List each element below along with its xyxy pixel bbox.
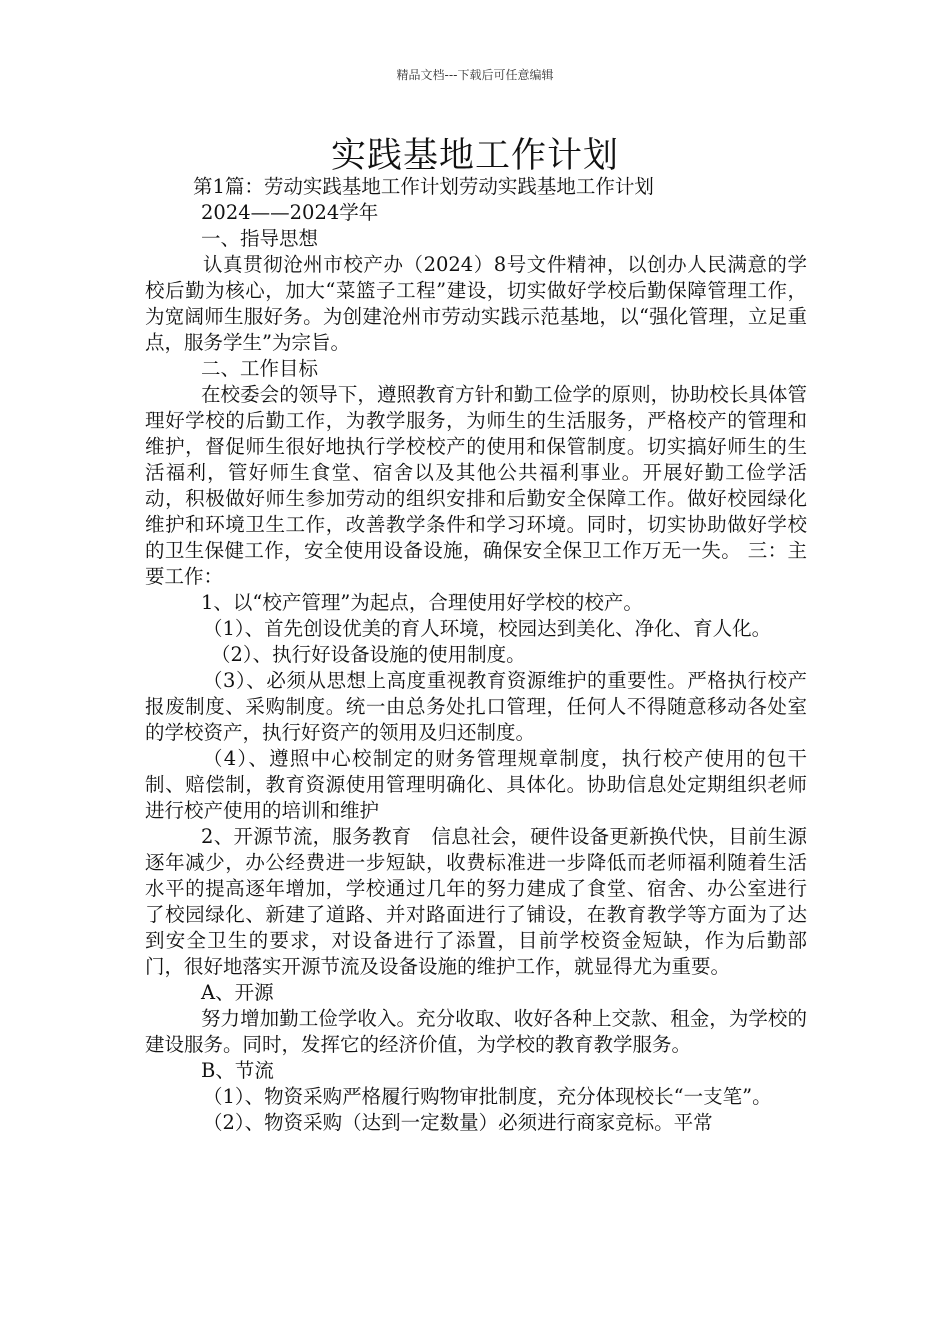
body-paragraph: 认真贯彻沧州市校产办（2024）8号文件精神，以创办人民满意的学校后勤为核心，加大“菜篮子工程”建设，切实做好学校后勤保障管理工作，为宽阔师生服好务。为创建沧州市劳动实践示范基地，以“强化管理，立足重点，服务学生”为宗旨。 — [145, 253, 807, 354]
body-paragraph: A、开源 — [201, 981, 274, 1004]
body-paragraph: 2024——2024学年 — [201, 201, 379, 224]
body-paragraph: （1）、物资采购严格履行购物审批制度，充分体现校长“一支笔”。 — [203, 1085, 772, 1108]
body-paragraph: B、节流 — [201, 1059, 274, 1082]
body-paragraph: （2）、物资采购（达到一定数量）必须进行商家竞标。平常 — [203, 1111, 713, 1134]
document-title: 实践基地工作计划 — [330, 136, 619, 176]
body-paragraph: 努力增加勤工俭学收入。充分收取、收好各种上交款、租金，为学校的建设服务。同时，发挥它的经济价值，为学校的教育教学服务。 — [145, 1007, 807, 1056]
body-paragraph: （3）、必须从思想上高度重视教育资源维护的重要性。严格执行校产报废制度、采购制度。统一由总务处扎口管理，任何人不得随意移动各处室的学校资产，执行好资产的领用及归还制度。 — [145, 669, 807, 744]
body-paragraph: 第1篇：劳动实践基地工作计划劳动实践基地工作计划 — [193, 175, 654, 198]
body-paragraph: 一、指导思想 — [201, 227, 319, 250]
body-paragraph: 在校委会的领导下，遵照教育方针和勤工俭学的原则，协助校长具体管理好学校的后勤工作，为教学服务，为师生的生活服务，严格校产的管理和维护，督促师生很好地执行学校校产的使用和保管制度。切实搞好师生的生活福利，管好师生食堂、宿舍以及其他公共福利事业。开展好勤工俭学活动，积极做好师生参加劳动的组织安排和后勤安全保障工作。做好校园绿化维护和环境卫生工作，改善教学条件和学习环境。同时，切实协助做好学校的卫生保健工作，安全使用设备设施，确保安全保卫工作万无一失。 三：主要工作： — [145, 383, 807, 588]
body-paragraph: （2）、执行好设备设施的使用制度。 — [211, 643, 526, 666]
body-paragraph: 二、工作目标 — [201, 357, 319, 380]
document-body — [145, 174, 807, 1136]
body-paragraph: （1）、首先创设优美的育人环境，校园达到美化、净化、育人化。 — [203, 617, 772, 640]
header-note: 精品文档---下载后可任意编辑 — [396, 68, 554, 82]
body-paragraph: 2、开源节流，服务教育 信息社会，硬件设备更新换代快，目前生源逐年减少，办公经费进一步短缺，收费标准进一步降低而老师福利随着生活水平的提高逐年增加，学校通过几年的努力建成了食堂、宿舍、办公室进行了校园绿化、新建了道路、并对路面进行了铺设，在教育教学等方面为了达到安全卫生的要求，对设备进行了添置，目前学校资金短缺，作为后勤部门，很好地落实开源节流及设备设施的维护工作，就显得尤为重要。 — [145, 825, 807, 978]
body-paragraph: （4）、遵照中心校制定的财务管理规章制度，执行校产使用的包干制、赔偿制，教育资源使用管理明确化、具体化。协助信息处定期组织老师进行校产使用的培训和维护 — [145, 747, 807, 822]
body-paragraph: 1、以“校产管理”为起点，合理使用好学校的校产。 — [201, 591, 643, 614]
